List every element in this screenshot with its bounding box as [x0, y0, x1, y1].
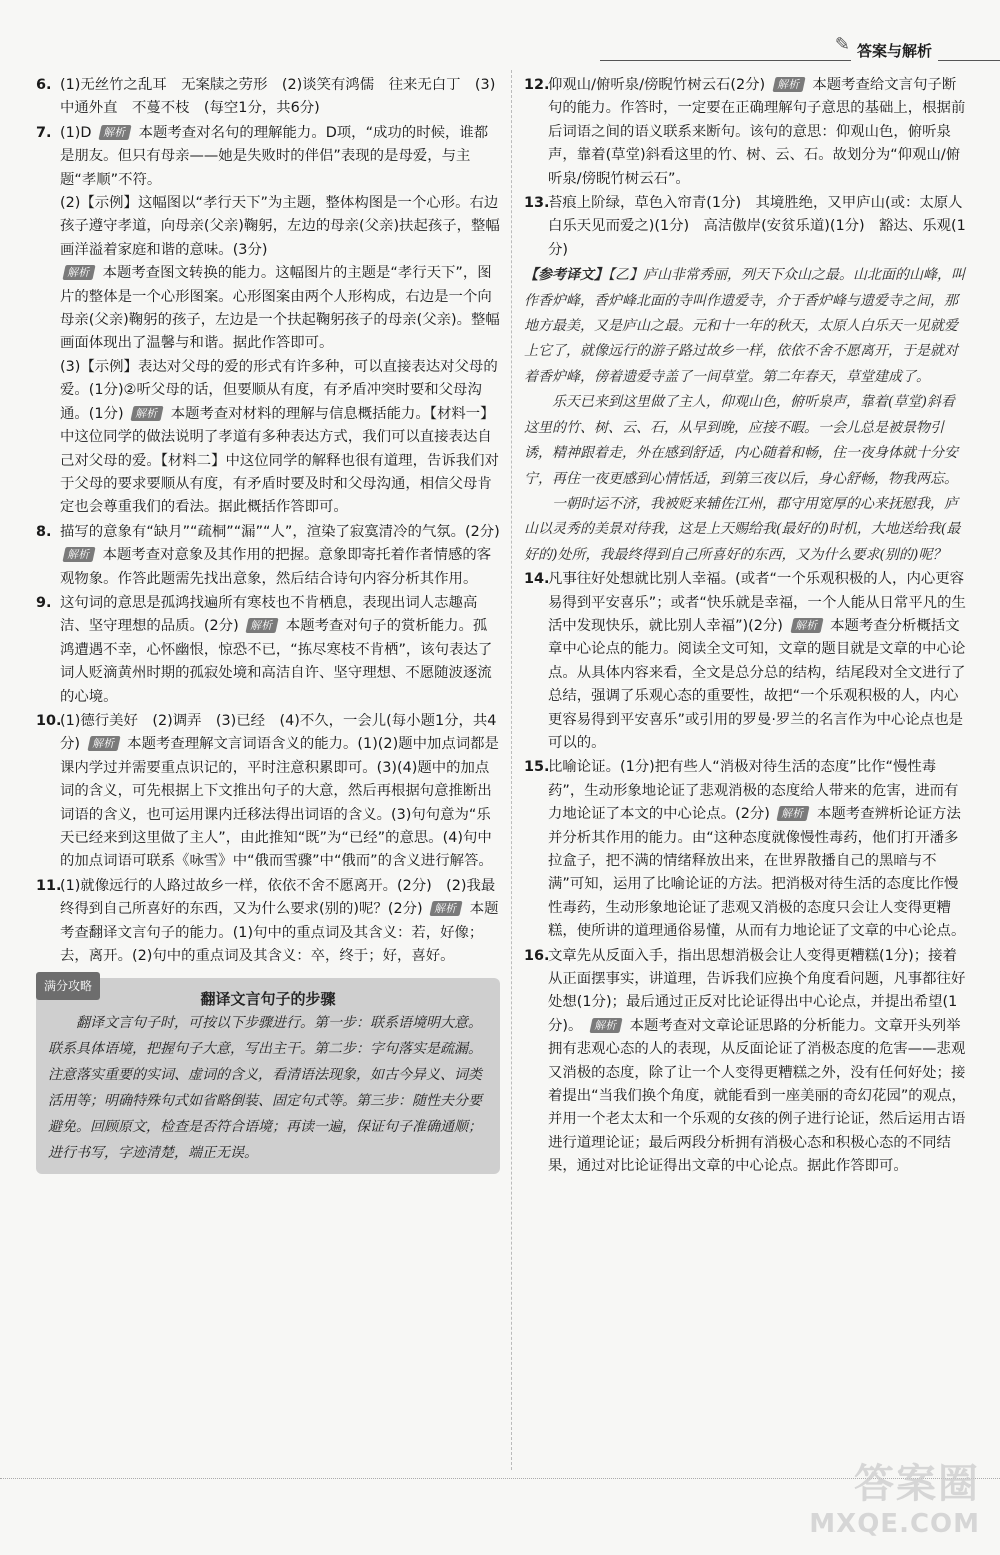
- item-number: 6.: [36, 77, 52, 93]
- item-number: 8.: [36, 523, 52, 540]
- item-number: 13.: [524, 195, 550, 212]
- answer-item-14: [524, 568, 968, 755]
- tip-label: 满分攻略: [36, 972, 100, 1000]
- translation-paragraph: 一朝时运不济，我被贬来辅佐江州，郡守用宽厚的心来抚慰我，庐山以灵秀的美景对待我，这是上天赐给我(最好的)时机，大地送给我(最好的)处所，我最终得到自己所喜好的东西，又为什么要求(别的)呢？: [524, 495, 961, 563]
- answer-paragraph: [60, 521, 500, 591]
- answer-item-11: [36, 875, 500, 969]
- translation-paragraph: 乐天已来到这里做了主人，仰观山色，俯听泉声，靠着(草堂)斜看这里的竹、树、云、石，从早到晚，应接不暇。一会儿总是被景物引诱，精神跟着走，外在感到舒适，内心随着和畅，住一夜身体就十分安宁，再住一夜更感到心情恬适，到第三夜以后，身心舒畅，物我两忘。: [524, 394, 958, 487]
- answer-item-6: [36, 74, 500, 121]
- analysis-tag: 解析: [131, 406, 164, 421]
- item-number: 9.: [36, 594, 52, 611]
- tip-title: 翻译文言句子的步骤: [200, 990, 336, 1009]
- item-number: 14.: [524, 571, 550, 588]
- translation-text: 【乙】庐山非常秀丽，列天下众山之最。山北面的山峰，叫作香炉峰，香炉峰北面的寺叫作遗爱寺，介于香炉峰与遗爱寺之间，那地方最美，又是庐山之最。元和十一年的秋天，太原人白乐天一见就爱上它了，就像远行的游子路过故乡一样，依依不舍不愿离开，于是就对着香炉峰，傍着遗爱寺盖了一间草堂。第二年春天，草堂建成了。: [524, 267, 965, 385]
- column-divider: [511, 70, 512, 1470]
- answer-item-12: [524, 74, 968, 191]
- answer-text: (1)D: [60, 124, 92, 141]
- analysis-text: 本题考查分析概括文章中心论点的能力。阅读全文可知，文章的题目就是文章的中心论点。从具体内容来看，全文是总分总的结构，结尾段对全文进行了总结，强调了乐观心态的重要性，故把“一个乐观积极的人，内心更容易得到平安喜乐”或引用的罗曼·罗兰的名言作为中心论点也是可以的。: [548, 617, 966, 751]
- answer-paragraph: [60, 710, 500, 874]
- answer-text: (1)德行美好 (2)调弄 (3)已经 (4)不久，一会儿(每小题1分，共4分): [60, 712, 497, 753]
- answer-item-9: [36, 592, 500, 709]
- answer-text: (2)【示例】这幅图以“孝行天下”为主题，整体构图是一个心形。右边孩子遵守孝道，向母亲(父亲)鞠躬，左边的母亲(父亲)扶起孩子，整幅画洋溢着家庭和谐的意味。(3分): [60, 195, 500, 258]
- analysis-text: 本题考查对句子的赏析能力。孤鸿遭遇不幸，心怀幽恨，惊恐不已，“拣尽寒枝不肯栖”，该句表达了词人贬滴黄州时期的孤寂处境和高洁自许、坚守理想、不愿随波逐流的心境。: [60, 618, 493, 705]
- answer-text: (1)无丝竹之乱耳 无案牍之劳形 (2)谈笑有鸿儒 往来无白丁 (3)中通外直 不蔓不枝 (每空1分，共6分): [60, 77, 496, 117]
- answer-paragraph: [60, 592, 500, 709]
- item-number: 16.: [524, 947, 550, 964]
- answer-text: 描写的意象有“缺月”“疏桐”“漏”“人”，渲染了寂寞清冷的气氛。(2分): [60, 523, 500, 540]
- answer-text: 比喻论证。(1分)把有些人“消极对待生活的态度”比作“慢性毒药”，生动形象地论证了悲观消极的态度给人带来的危害，进而有力地论证了本文的中心论点。(2分): [548, 759, 959, 823]
- analysis-tag: 解析: [777, 806, 810, 821]
- analysis-text: 本题考查辨析论证方法并分析其作用的能力。由“这种态度就像慢性毒药，他们打开潘多拉盒子，把不满的情绪释放出来，在世界散播自己的黑暗与不满”可知，运用了比喻论证的方法。把消极对待生活的态度比作慢性毒药，生动形象地论证了悲观又消极的态度只会让人变得更糟糕，使所讲的道理通俗易懂，从而有力地论证了文章的中心论点。: [548, 806, 966, 940]
- answer-item-7: [36, 122, 500, 520]
- analysis-text: 本题考查对名句的理解能力。D项，“成功的时候，谁都是朋友。但只有母亲——她是失败时的伴侣”表现的是母爱，与主题“孝顺”不符。: [60, 124, 489, 188]
- answer-paragraph: [548, 756, 968, 943]
- watermark-logo: 答案圈: [854, 1461, 980, 1507]
- analysis-text: 本题考查图文转换的能力。这幅图片的主题是“孝行天下”，图片的整体是一个心形图案。心形图案由两个人形构成，右边是一个向母亲(父亲)鞠躬的孩子，左边是一个扶起鞠躬孩子的母亲(父亲)。整幅画面体现出了温馨与和谐。据此作答即可。: [60, 265, 500, 352]
- answer-item-8: [36, 521, 500, 591]
- answer-text: 凡事往好处想就比别人幸福。(或者“一个乐观积极的人，内心更容易得到平安喜乐”；或者“快乐就是幸福，一个人能从日常平凡的生活中发现快乐，就比别人幸福”)(2分): [548, 571, 966, 634]
- analysis-tag: 解析: [772, 77, 805, 92]
- answer-paragraph: [548, 568, 968, 755]
- reference-translation: [524, 263, 968, 568]
- analysis-tag: 解析: [87, 736, 120, 751]
- reference-label: 【参考译文】: [524, 267, 608, 284]
- analysis-tag: 解析: [98, 125, 131, 140]
- translation-paragraph: [524, 263, 968, 390]
- answer-paragraph: [60, 356, 500, 520]
- answer-paragraph: [60, 875, 500, 969]
- analysis-text: 本题考查翻译文言句子的能力。(1)句中的重点词及其含义：若，好像；去，离开。(2)句中的重点词及其含义：卒，终于；好，喜好。: [60, 901, 499, 965]
- tip-box: [36, 978, 500, 1174]
- watermark: [809, 1452, 980, 1539]
- analysis-tag: 解析: [790, 618, 823, 633]
- analysis-text: 本题考查对材料的理解与信息概括能力。【材料一】中这位同学的做法说明了孝道有多种表达方式，我们可以直接表达自己对父母的爱。【材料二】中这位同学的解释也很有道理，告诉我们对于父母的要求要顺从有度，有矛盾时要及时和父母沟通，相信父母肯定也会尊重我们的看法。据此概括作答即可。: [60, 405, 499, 516]
- right-column: [524, 74, 968, 1180]
- answer-text: 这句词的意思是孤鸿找遍所有寒枝也不肯栖息，表现出词人志趣高洁、坚守理想的品质。(2分): [60, 594, 478, 635]
- answer-item-13: [524, 192, 968, 262]
- answer-item-16: [524, 945, 968, 1179]
- analysis-text: 本题考查给文言句子断句的能力。作答时，一定要在正确理解句子意思的基础上，根据前后词语之间的语义联系来断句。该句的意思：仰观山色，俯听泉声，靠着(草堂)斜看这里的竹、树、云、石。故划分为“仰观山/俯听泉/傍睨竹树云石”。: [548, 77, 966, 187]
- analysis-text: 本题考查理解文言词语含义的能力。(1)(2)题中加点词都是课内学过并需要重点识记的，平时注意积累即可。(3)(4)题中的加点词的含义，可先根据上下文推出句子的大意，然后再根据句意推断出词语的含义，也可运用课内迁移法得出词语的含义。(3)句句意为“乐天已经来到这里做了主人”，由此推知“既”为“已经”的意思。(4)句中的加点词语可联系《咏雪》中“俄而雪骤”中“俄而”的含义进行解答。: [60, 736, 499, 870]
- answer-item-10: [36, 710, 500, 874]
- analysis-tag: 解析: [589, 1018, 622, 1033]
- analysis-tag: 解析: [62, 547, 95, 562]
- tip-text: 翻译文言句子时，可按以下步骤进行。第一步：联系语境明大意。联系具体语境，把握句子大意，写出主干。第二步：字句落实是疏漏。注意落实重要的实词、虚词的含义，看清语法现象，如古今异义、词类活用等；明确特殊句式如省略倒装、固定句式等。第三步：随性夫分要避免。回顾原文，检查是否符合语境；再读一遍，保证句子准确通顺；进行书写，字迹清楚，端正无误。: [48, 1015, 482, 1162]
- header-title: 答案与解析: [851, 40, 938, 61]
- answer-text: (1)就像远行的人路过故乡一样，依依不舍不愿离开。(2分) (2)我最终得到自己所喜好的东西，又为什么要求(别的)呢？(2分): [60, 877, 496, 918]
- watermark-url: MXQE.COM: [809, 1509, 980, 1539]
- answer-item-15: [524, 756, 968, 943]
- analysis-text: 本题考查对文章论证思路的分析能力。文章开头列举拥有悲观心态的人的表现，从反面论证了消极态度的危害——悲观又消极的态度，除了让一个人变得更糟糕之外，没有任何好处；接着提出“当我们换个角度，就能看到一座美丽的奇幻花园”的观点，并用一个老太太和一个乐观的女孩的例子进行论证，然后运用古语进行道理论证；最后两段分析拥有消极心态和积极心态的不同结果，通过对比论证得出文章的中心论点。据此作答即可。: [548, 1017, 966, 1175]
- header-rule: [600, 60, 1000, 61]
- analysis-tag: 解析: [246, 618, 279, 633]
- pencil-icon: ✎: [834, 34, 850, 55]
- answer-text: (3)【示例】表达对父母的爱的形式有许多种，可以直接表达对父母的爱。(1分)②听父母的话，但要顺从有度，有矛盾冲突时要和父母沟通。(1分): [60, 358, 498, 422]
- analysis-text: 本题考查对意象及其作用的把握。意象即寄托着作者情感的客观物象。作答此题需先找出意象，然后结合诗句内容分析其作用。: [60, 547, 492, 587]
- item-number: 12.: [524, 77, 550, 93]
- item-number: 11.: [36, 877, 62, 894]
- item-number: 10.: [36, 712, 62, 729]
- answer-text: 苔痕上阶绿，草色入帘青(1分) 其境胜绝，又甲庐山(或：太原人白乐天见而爱之)(1分) 高洁傲岸(安贫乐道)(1分) 豁达、乐观(1分): [548, 195, 966, 258]
- answer-text: 仰观山/俯听泉/傍睨竹树云石(2分): [548, 77, 766, 93]
- analysis-tag: 解析: [430, 901, 463, 916]
- answer-paragraph: [60, 122, 500, 192]
- answer-paragraph: [548, 945, 968, 1179]
- answer-paragraph: [548, 74, 968, 191]
- item-number: 7.: [36, 124, 52, 141]
- page-header: [600, 34, 1000, 62]
- left-column: [36, 74, 500, 1174]
- answer-text: 文章先从反面入手，指出思想消极会让人变得更糟糕(1分)；接着从正面摆事实，讲道理，告诉我们应换个角度看问题，凡事都往好处想(1分)；最后通过正反对比论证得出中心论点，并提出希望(1分)。: [548, 947, 966, 1034]
- item-number: 15.: [524, 759, 550, 776]
- analysis-tag: 解析: [62, 265, 95, 280]
- answer-paragraph: [60, 262, 500, 356]
